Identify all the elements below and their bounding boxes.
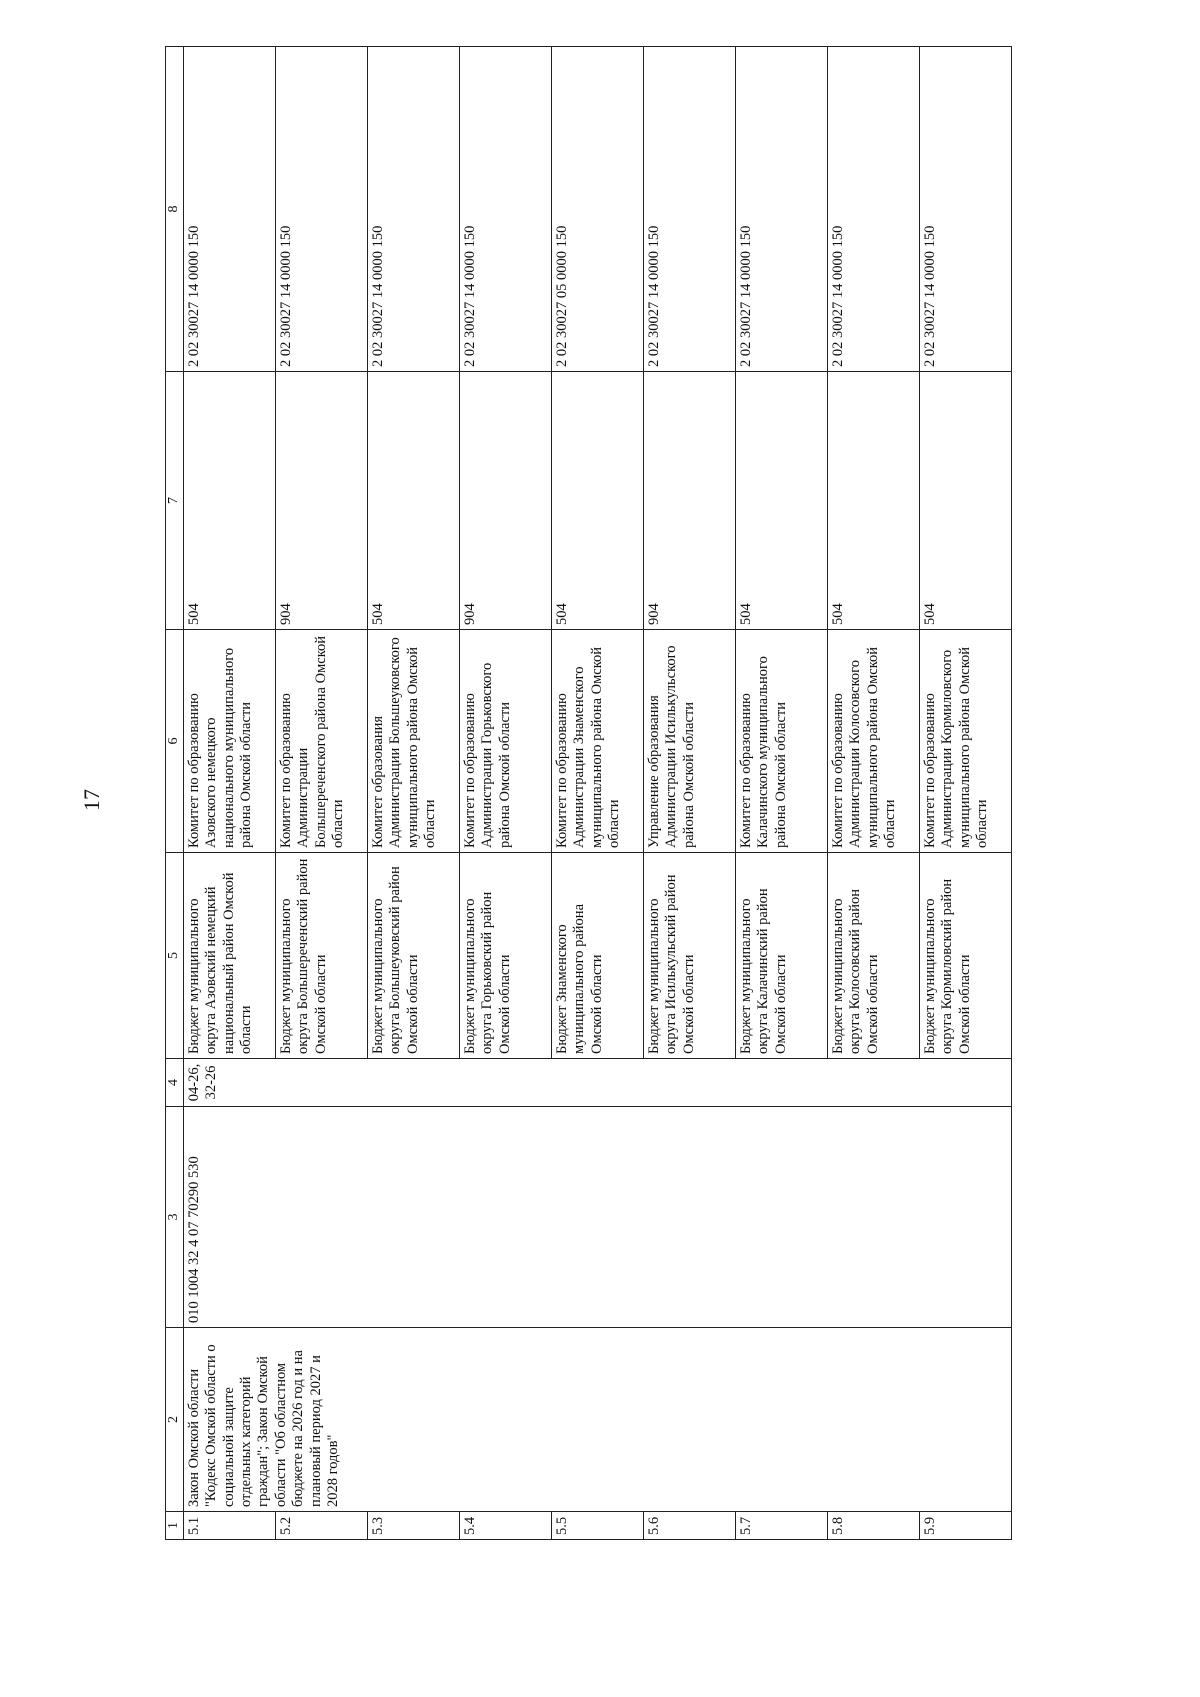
- row-number: 5.9: [919, 1512, 1011, 1540]
- row-number: 5.1: [183, 1512, 275, 1540]
- table-body: [183, 47, 1011, 1540]
- col-header-2: 2: [166, 1328, 184, 1512]
- row-number: 5.5: [551, 1512, 643, 1540]
- table-header: [166, 47, 184, 1540]
- row-number: 5.7: [735, 1512, 827, 1540]
- row-number: 5.4: [459, 1512, 551, 1540]
- admin-code: 504: [551, 372, 643, 630]
- col-header-7: 7: [166, 372, 184, 630]
- revenue-code: 2 02 30027 14 0000 150: [827, 47, 919, 372]
- rotated-table-wrapper: [165, 47, 1085, 1540]
- row-number: 5.8: [827, 1512, 919, 1540]
- recipient-budget: Бюджет муниципального округа Калачинский район Омской области: [735, 853, 827, 1059]
- administrator: Комитет образования Администрации Большеуковского муниципального района Омской области: [367, 630, 459, 853]
- revenue-code: 2 02 30027 14 0000 150: [183, 47, 275, 372]
- row-number: 5.2: [275, 1512, 367, 1540]
- recipient-budget: Бюджет муниципального округа Большеуковский район Омской области: [367, 853, 459, 1059]
- admin-code: 504: [919, 372, 1011, 630]
- recipient-budget: Бюджет муниципального округа Исилькульский район Омской области: [643, 853, 735, 1059]
- administrator: Комитет по образованию Администрации Кормиловского муниципального района Омской области: [919, 630, 1011, 853]
- column-4-value: 04-26, 32-26: [183, 1059, 1011, 1107]
- col-header-8: 8: [166, 47, 184, 372]
- revenue-code: 2 02 30027 14 0000 150: [643, 47, 735, 372]
- administrator: Комитет по образованию Администрации Знаменского муниципального района Омской области: [551, 630, 643, 853]
- row-number: 5.6: [643, 1512, 735, 1540]
- row-number: 5.3: [367, 1512, 459, 1540]
- administrator: Управление образования Администрации Исилькульского района Омской области: [643, 630, 735, 853]
- revenue-code: 2 02 30027 14 0000 150: [367, 47, 459, 372]
- admin-code: 904: [459, 372, 551, 630]
- budget-classification-code: 010 1004 32 4 07 70290 530: [183, 1107, 1011, 1328]
- revenue-code: 2 02 30027 14 0000 150: [735, 47, 827, 372]
- table-row: [183, 47, 275, 1540]
- revenue-code: 2 02 30027 14 0000 150: [459, 47, 551, 372]
- recipient-budget: Бюджет муниципального округа Горьковский район Омской области: [459, 853, 551, 1059]
- col-header-1: 1: [166, 1512, 184, 1540]
- col-header-4: 4: [166, 1059, 184, 1107]
- administrator: Комитет по образованию Азовского немецкого национального муниципального района Омской области: [183, 630, 275, 853]
- revenue-code: 2 02 30027 14 0000 150: [919, 47, 1011, 372]
- admin-code: 504: [183, 372, 275, 630]
- admin-code: 504: [735, 372, 827, 630]
- budget-table: [165, 46, 1012, 1540]
- admin-code: 504: [367, 372, 459, 630]
- recipient-budget: Бюджет муниципального округа Кормиловский район Омской области: [919, 853, 1011, 1059]
- administrator: Комитет по образованию Администрации Горьковского района Омской области: [459, 630, 551, 853]
- administrator: Комитет по образованию Калачинского муниципального района Омской области: [735, 630, 827, 853]
- col-header-6: 6: [166, 630, 184, 853]
- recipient-budget: Бюджет муниципального округа Колосовский район Омской области: [827, 853, 919, 1059]
- admin-code: 904: [275, 372, 367, 630]
- col-header-3: 3: [166, 1107, 184, 1328]
- revenue-code: 2 02 30027 14 0000 150: [275, 47, 367, 372]
- administrator: Комитет по образованию Администрации Большереченского района Омской области: [275, 630, 367, 853]
- col-header-5: 5: [166, 853, 184, 1059]
- admin-code: 904: [643, 372, 735, 630]
- administrator: Комитет по образованию Администрации Колосовского муниципального района Омской области: [827, 630, 919, 853]
- admin-code: 504: [827, 372, 919, 630]
- recipient-budget: Бюджет муниципального округа Большереченский район Омской области: [275, 853, 367, 1059]
- page-number: 17: [79, 789, 104, 811]
- recipient-budget: Бюджет Знаменского муниципального района Омской области: [551, 853, 643, 1059]
- revenue-code: 2 02 30027 05 0000 150: [551, 47, 643, 372]
- legal-basis-cell: Закон Омской области "Кодекс Омской области о социальной защите отдельных категорий граждан"; Закон Омской области "Об областном бюджете на 2026 год и на плановый период 2027 и 2028 годов": [183, 1328, 1011, 1512]
- recipient-budget: Бюджет муниципального округа Азовский немецкий национальный район Омской области: [183, 853, 275, 1059]
- header-row: [166, 47, 184, 1540]
